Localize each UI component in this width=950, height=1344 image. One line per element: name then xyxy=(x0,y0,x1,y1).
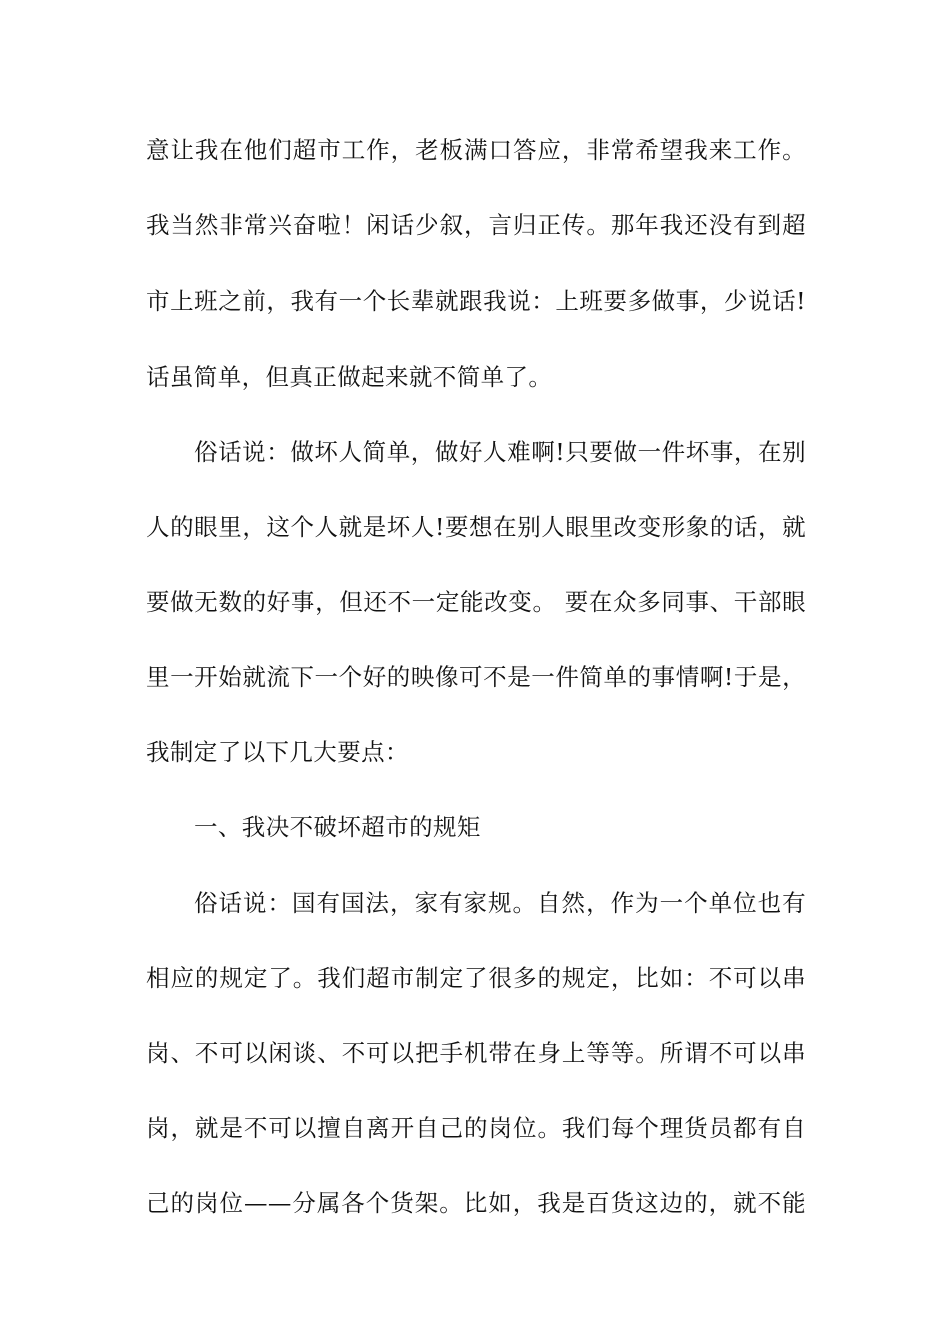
text-line: 市上班之前，我有一个长辈就跟我说：上班要多做事，少说话! xyxy=(146,287,806,315)
text-line: 话虽简单，但真正做起来就不简单了。 xyxy=(146,363,553,391)
section-heading: 一、我决不破坏超市的规矩 xyxy=(194,813,481,841)
text-line: 我制定了以下几大要点： xyxy=(146,738,409,766)
text-line: 人的眼里，这个人就是坏人!要想在别人眼里改变形象的话，就 xyxy=(146,513,806,541)
text-line: 俗话说：做坏人简单，做好人难啊!只要做一件坏事，在别 xyxy=(194,438,806,466)
text-line: 意让我在他们超市工作，老板满口答应，非常希望我来工作。 xyxy=(146,136,806,164)
text-line: 我当然非常兴奋啦！闲话少叙，言归正传。那年我还没有到超 xyxy=(146,211,806,239)
text-line: 相应的规定了。我们超市制定了很多的规定，比如：不可以串 xyxy=(146,964,806,992)
text-line: 岗，就是不可以擅自离开自己的岗位。我们每个理货员都有自 xyxy=(146,1114,806,1142)
text-line: 俗话说：国有国法，家有家规。自然，作为一个单位也有 xyxy=(194,889,806,917)
text-line: 己的岗位——分属各个货架。比如，我是百货这边的，就不能 xyxy=(146,1189,806,1217)
text-line: 要做无数的好事，但还不一定能改变。 要在众多同事、干部眼 xyxy=(146,588,806,616)
text-line: 岗、不可以闲谈、不可以把手机带在身上等等。所谓不可以串 xyxy=(146,1039,806,1067)
text-line: 里一开始就流下一个好的映像可不是一件简单的事情啊!于是， xyxy=(146,663,806,691)
